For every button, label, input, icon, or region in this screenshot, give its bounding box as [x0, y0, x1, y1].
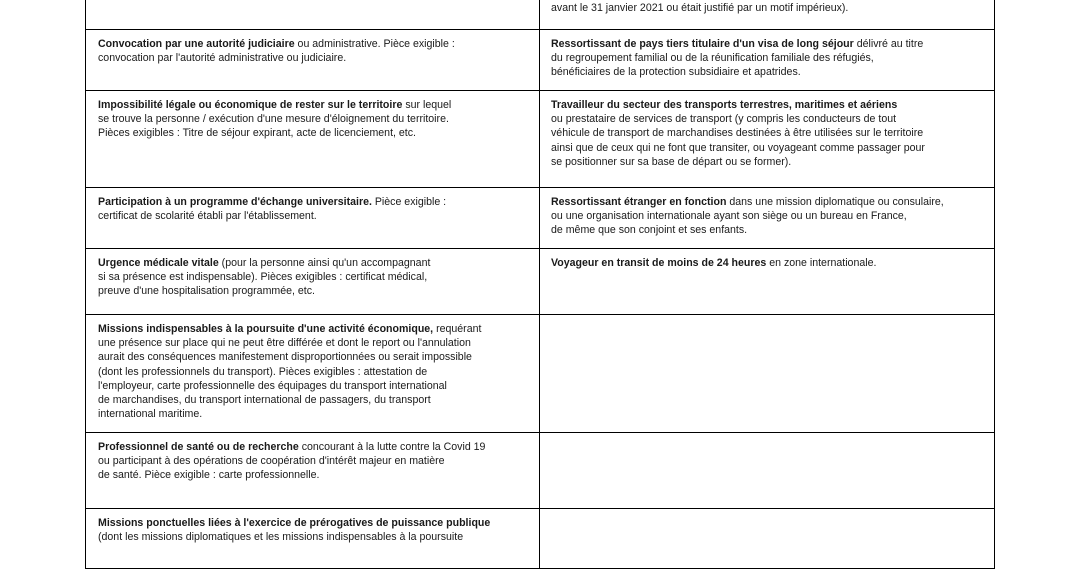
cell-line: [551, 256, 982, 270]
motif-text: l'employeur, carte professionnelle des équipages du transport international: [98, 379, 447, 392]
cell-line: [551, 141, 982, 155]
table-row: [85, 433, 995, 509]
cell-line: [98, 37, 527, 51]
motif-text: (dont les missions diplomatiques et les missions indispensables à la poursuite: [98, 531, 464, 544]
motif-title: Impossibilité légale ou économique de rester sur le territoire: [98, 99, 403, 111]
cell-line: [98, 209, 527, 223]
cell-line: [551, 195, 982, 209]
motif-title: Urgence médicale vitale: [98, 257, 219, 269]
table-row: [85, 509, 995, 569]
motif-title: Missions indispensables à la poursuite d'une activité économique,: [98, 323, 434, 335]
cell-line: [551, 126, 982, 140]
motif-cell-right: [539, 509, 994, 568]
cell-line: [98, 393, 527, 407]
motif-cell-right: [539, 188, 994, 248]
cell-line: [551, 65, 982, 79]
motif-text: si sa présence est indispensable). Pièces exigibles : certificat médical,: [98, 271, 428, 284]
motif-text: se positionner sur sa base de départ ou se former).: [551, 155, 792, 168]
motif-text: ou participant à des opérations de coopération d'intérêt majeur en matière: [98, 455, 445, 468]
motif-cell-left: [86, 188, 539, 248]
motif-title: Ressortissant étranger en fonction: [551, 196, 727, 208]
cell-line: [551, 98, 982, 112]
motif-text: preuve d'une hospitalisation programmée, etc.: [98, 285, 315, 298]
motif-cell-right: [539, 30, 994, 90]
motif-text: international maritime.: [98, 408, 203, 421]
motif-text: dans une mission diplomatique ou consulaire,: [726, 196, 944, 208]
table-row: [85, 30, 995, 91]
table-row: [85, 91, 995, 188]
motif-title: Professionnel de santé ou de recherche: [98, 441, 299, 453]
motif-text: convocation par l'autorité administrative ou judiciaire.: [98, 52, 347, 65]
motif-cell-left: [86, 0, 539, 29]
table-row: [85, 0, 995, 30]
motif-text: en zone internationale.: [766, 257, 877, 269]
cell-line: [98, 126, 527, 140]
motif-cell-right: [539, 433, 994, 508]
motif-cell-right: [539, 315, 994, 432]
cell-line: [98, 440, 527, 454]
motif-title: Convocation par une autorité judiciaire: [98, 38, 295, 50]
motif-cell-left: [86, 30, 539, 90]
motif-text: de santé. Pièce exigible : carte professionnelle.: [98, 469, 320, 482]
motif-text: requérant: [433, 323, 482, 335]
cell-line: [551, 1, 982, 15]
motif-title: Voyageur en transit de moins de 24 heures: [551, 257, 767, 269]
cell-line: [98, 407, 527, 421]
cell-line: [98, 516, 527, 530]
motif-cell-left: [86, 249, 539, 314]
motif-cell-left: [86, 91, 539, 187]
motif-cell-left: [86, 433, 539, 508]
motif-text: bénéficiaires de la protection subsidiaire et apatrides.: [551, 66, 801, 79]
motif-text: une présence sur place qui ne peut être différée et dont le report ou l'annulation: [98, 337, 471, 350]
motif-text: (pour la personne ainsi qu'un accompagnant: [218, 257, 431, 269]
motif-text: ou administrative. Pièce exigible :: [294, 38, 455, 50]
motif-text: Pièce exigible :: [371, 196, 447, 208]
motif-text: se trouve la personne / exécution d'une mesure d'éloignement du territoire.: [98, 113, 449, 126]
cell-line: [551, 37, 982, 51]
motif-title: Travailleur du secteur des transports terrestres, maritimes et aériens: [551, 99, 898, 111]
table-row: [85, 315, 995, 433]
motif-text: du regroupement familial ou de la réunification familiale des réfugiés,: [551, 52, 874, 65]
cell-line: [98, 195, 527, 209]
cell-line: [551, 112, 982, 126]
motif-text: de même que son conjoint et ses enfants.: [551, 224, 748, 237]
motif-text: délivré au titre: [853, 38, 924, 50]
cell-line: [98, 51, 527, 65]
table-row: [85, 188, 995, 249]
cell-line: [98, 322, 527, 336]
motif-text: concourant à la lutte contre la Covid 19: [298, 441, 486, 453]
motif-title: Participation à un programme d'échange universitaire.: [98, 196, 372, 208]
cell-line: [551, 209, 982, 223]
motifs-table: [85, 0, 995, 569]
cell-line: [98, 468, 527, 482]
motif-text: ainsi que de ceux qui ne font que transiter, ou voyageant comme passager pour: [551, 141, 925, 154]
cell-line: [98, 98, 527, 112]
cell-line: [551, 223, 982, 237]
motif-text: avant le 31 janvier 2021 ou était justifié par un motif impérieux).: [551, 2, 849, 15]
cell-line: [551, 155, 982, 169]
motif-text: véhicule de transport de marchandises destinées à être utilisées sur le territoire: [551, 127, 924, 140]
motif-text: (dont les professionnels du transport). Pièces exigibles : attestation de: [98, 365, 428, 378]
cell-line: [98, 270, 527, 284]
cell-line: [98, 379, 527, 393]
cell-line: [551, 51, 982, 65]
motif-text: ou une organisation internationale ayant son siège ou un bureau en France,: [551, 210, 907, 223]
cell-line: [98, 350, 527, 364]
cell-line: [98, 256, 527, 270]
cell-line: [98, 284, 527, 298]
motif-cell-right: [539, 249, 994, 314]
motif-text: ou prestataire de services de transport (y compris les conducteurs de tout: [551, 113, 897, 126]
cell-line: [98, 0, 527, 1]
motif-cell-right: [539, 0, 994, 29]
motif-title: Missions ponctuelles liées à l'exercice de prérogatives de puissance publique: [98, 517, 491, 529]
motif-cell-left: [86, 315, 539, 432]
motif-text: Pièces exigibles : Titre de séjour expirant, acte de licenciement, etc.: [98, 127, 416, 140]
cell-line: [98, 365, 527, 379]
motif-text: certificat de scolarité établi par l'établissement.: [98, 210, 317, 223]
cell-line: [98, 454, 527, 468]
motif-text: sur lequel: [402, 99, 452, 111]
table-row: [85, 249, 995, 315]
motif-title: Ressortissant de pays tiers titulaire d'un visa de long séjour: [551, 38, 854, 50]
cell-line: [98, 112, 527, 126]
cell-line: [98, 336, 527, 350]
motif-text: aurait des conséquences manifestement disproportionnées ou serait impossible: [98, 351, 472, 364]
motif-text: de marchandises, du transport international de passagers, du transport: [98, 394, 431, 407]
cell-line: [98, 530, 527, 544]
motif-cell-right: [539, 91, 994, 187]
motif-cell-left: [86, 509, 539, 568]
